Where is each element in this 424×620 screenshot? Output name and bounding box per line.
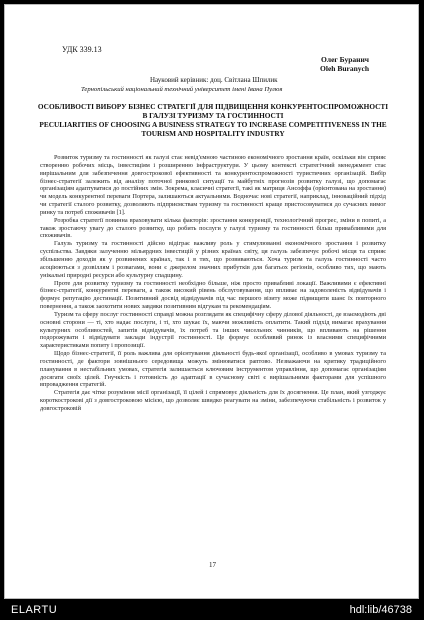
- author-block: [320, 55, 369, 73]
- author-name-ua: Олег Буранич: [321, 55, 369, 64]
- body-paragraph: Галузь туризму та гостинності дійсно відіграє важливу роль у стимулюванні економічного зростання і розвитку суспільства. Завдяки залученню мільярдних інвестицій у різних країнах світу, ця галузь забезпечує робочі місця та сприяє збільшенню доходів як у розвинених країнах, так і в тих, що розвиваються. Хоча туризм та галузь гостинності часто асоціюються з дозвіллям і розвагами, вони є джерелом значних прибутків для багатьох регіонів, особливо тих, що мають унікальні природні ресурси або культурну спадщину.: [40, 240, 386, 279]
- body-paragraph: Розробка стратегії повинна враховувати кілька факторів: зростання конкуренції, технологічний прогрес, зміни в попиті, а також зростаючу увагу до сталого розвитку, що робить послуги у галузі туризму та гостинності більш привабливими для споживачів.: [40, 216, 386, 240]
- affiliation-line: Тернопільський національний технічний університет імені Івана Пулюя: [81, 86, 283, 93]
- document-page: [4, 4, 419, 599]
- author-name-en: Oleh Buranych: [320, 64, 369, 73]
- title-ukrainian: ОСОБЛИВОСТІ ВИБОРУ БІЗНЕС СТРАТЕГІЇ ДЛЯ ПІДВИЩЕННЯ КОНКУРЕНТОСПРОМОЖНОСТІ В ГАЛУЗІ ТУРИЗМУ ТА ГОСТИННОСТІ: [37, 102, 389, 120]
- article-body: [40, 154, 386, 413]
- supervisor-line: Науковий керівник: доц. Світлана Шпилик: [150, 76, 278, 84]
- page-number: 17: [209, 561, 216, 569]
- title-english: PECULIARITIES OF CHOOSING A BUSINESS STRATEGY TO INCREASE COMPETITIVENESS IN THE TOURISM AND HOSPITALITY INDUSTRY: [39, 120, 387, 138]
- repository-label: ELARTU: [11, 604, 58, 616]
- body-paragraph: Проте для розвитку туризму та гостинності необхідно більше, ніж просто привабливі локації. Важливими є ефективні бізнес-стратегії, конкурентні переваги, а також високий рівень обслуговування, що впливає на задоволеність відвідувачів і формує репутацію дестинації. Позитивний досвід відвідувачів під час першого візиту може підвищити шанс їх повторного повернення, а також заохотити нових завдяки позитивним відгукам та рекомендаціям.: [40, 279, 386, 311]
- udk-code: УДК 339.13: [62, 45, 102, 54]
- body-paragraph: Туризм та сферу послуг гостинності справді можна розглядати як специфічну сферу ділової діяльності, де взаємодіють дві основні сторони — ті, хто надає послуги, і ті, хто шукає їх, маючи можливість оплатити. Такий підхід вимагає врахування культурних особливостей, запитів відвідувачів, їх потреб та інших чисельних чинників, що впливають на рішення подорожувати і відвідувати заклади індустрії гостинності. Це формує особливий ринок із власними специфічними характеристиками попиту і пропозиції.: [40, 310, 386, 350]
- body-paragraph: Щодо бізнес-стратегії, її роль важлива для орієнтування діяльності будь-якої організації, особливо в умовах туризму та гостинності, де фактори зовнішнього середовища можуть змінюватися раптово. Незважаючи на критику традиційного планування в нестабільних умовах, стратегія залишається ключовим інструментом управління, що допомагає організаціям досягати своїх цілей. Гнучкість і готовність до адаптації в сучасному світі є вирішальними факторами для успішного впровадження стратегій.: [40, 350, 386, 389]
- body-paragraph: Стратегія дає чітке розуміння місії організації, її цілей і спрямовує діяльність для їх досягнення. Це план, який узгоджує короткострокові дії з довгостроковою місією, що дозволяє швидко реагувати на зміни, забезпечуючи стабільність і розвиток у довгостроковій: [40, 389, 386, 412]
- handle-identifier: hdl:lib/46738: [349, 604, 412, 616]
- body-paragraph: Розвиток туризму та гостинності як галузі стає невід'ємною частиною економічного зростання країн, оскільки він сприяє створенню робочих місць, інвестиціям і розширенню інфраструктури. У цьому контексті стратегічний менеджмент стає вирішальним для забезпечення довгострокової ефективності та конкурентоспроможності туристичних організацій. Вибір бізнес-стратегії залежить від аналізу поточної ринкової ситуації та майбутніх прогнозів розвитку галузі, що допомагає організаціям адаптуватися до постійних змін. Зокрема, класичні стратегії, такі як матриця Ансоффа (орієнтована на зростання) чи модель конкурентної переваги Портера, залишаються актуальними. Водночас нові стратегії, наприклад, інноваційний підхід чи стратегії сталого розвитку, дозволяють підприємствам туризму та гостинності краще пристосовуватися до сучасних вимог ринку та потреб споживачів [1].: [40, 154, 386, 216]
